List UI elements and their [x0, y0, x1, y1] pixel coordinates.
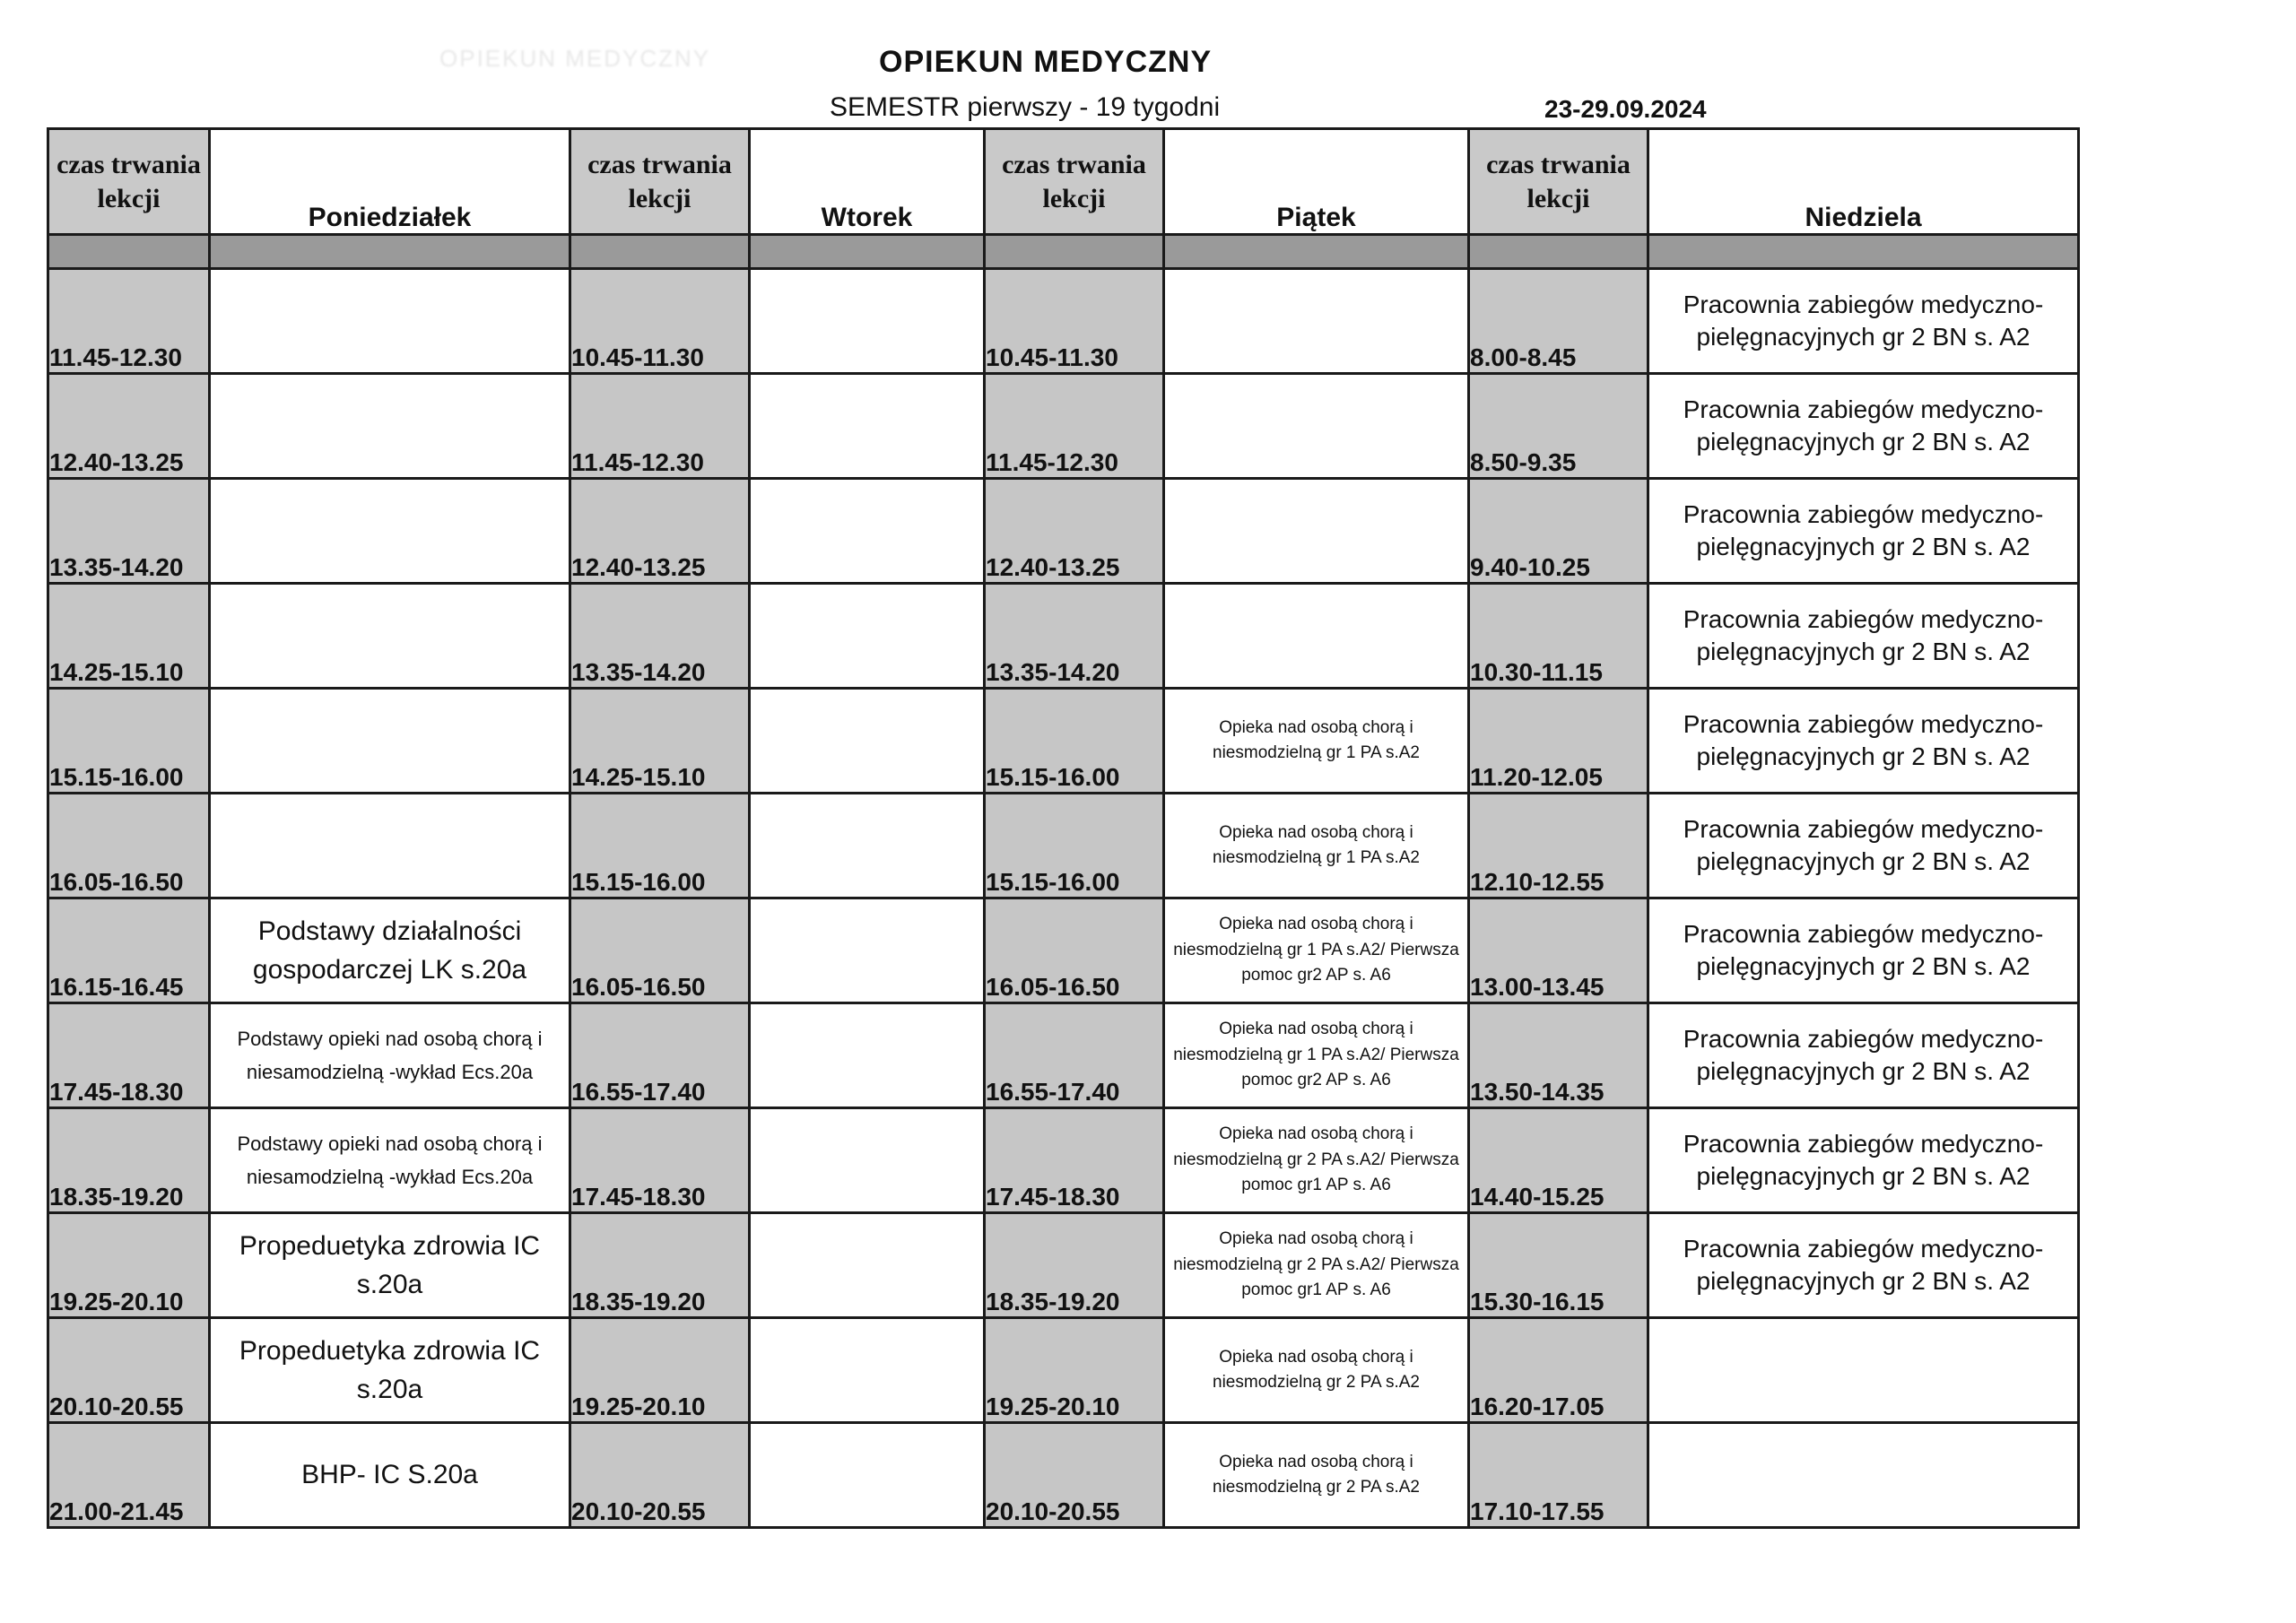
semester-subtitle: SEMESTR pierwszy - 19 tygodni [830, 92, 1221, 122]
sunday-time-cell: 16.20-17.05 [1469, 1318, 1648, 1423]
table-row [48, 1003, 2079, 1108]
separator-cell [1469, 235, 1648, 269]
sunday-time-cell: 9.40-10.25 [1469, 479, 1648, 584]
sunday-time-cell: 11.20-12.05 [1469, 689, 1648, 794]
monday-class-cell: BHP- IC S.20a [210, 1423, 570, 1528]
tuesday-class-cell [750, 1213, 985, 1318]
friday-class-cell: Opieka nad osobą chorą i niesmodzielną gr 2 PA s.A2 [1164, 1423, 1469, 1528]
sunday-class-cell: Pracownia zabiegów medyczno-pielęgnacyjnych gr 2 BN s. A2 [1648, 1003, 2079, 1108]
tuesday-time-cell: 14.25-15.10 [570, 689, 750, 794]
header-separator-row [48, 235, 2079, 269]
sunday-header: Niedziela [1648, 129, 2079, 235]
sunday-time-cell: 14.40-15.25 [1469, 1108, 1648, 1213]
header-row [48, 129, 2079, 235]
friday-time-cell: 10.45-11.30 [985, 269, 1164, 374]
tuesday-time-cell: 16.55-17.40 [570, 1003, 750, 1108]
table-row [48, 1108, 2079, 1213]
monday-time-cell: 16.05-16.50 [48, 794, 210, 898]
sunday-time-cell: 13.00-13.45 [1469, 898, 1648, 1003]
separator-cell [570, 235, 750, 269]
sunday-class-cell: Pracownia zabiegów medyczno-pielęgnacyjnych gr 2 BN s. A2 [1648, 269, 2079, 374]
tuesday-class-cell [750, 1108, 985, 1213]
friday-time-cell: 18.35-19.20 [985, 1213, 1164, 1318]
sunday-time-cell: 10.30-11.15 [1469, 584, 1648, 689]
table-row [48, 1213, 2079, 1318]
time-column-header: czas trwania lekcji [570, 129, 750, 235]
sunday-time-cell: 8.50-9.35 [1469, 374, 1648, 479]
monday-class-cell [210, 689, 570, 794]
monday-time-cell: 21.00-21.45 [48, 1423, 210, 1528]
separator-cell [48, 235, 210, 269]
tuesday-time-cell: 13.35-14.20 [570, 584, 750, 689]
separator-cell [1648, 235, 2079, 269]
tuesday-time-cell: 10.45-11.30 [570, 269, 750, 374]
sunday-class-cell: Pracownia zabiegów medyczno-pielęgnacyjnych gr 2 BN s. A2 [1648, 479, 2079, 584]
separator-cell [750, 235, 985, 269]
separator-cell [210, 235, 570, 269]
friday-class-cell [1164, 479, 1469, 584]
monday-time-cell: 11.45-12.30 [48, 269, 210, 374]
friday-time-cell: 15.15-16.00 [985, 794, 1164, 898]
monday-time-cell: 13.35-14.20 [48, 479, 210, 584]
monday-class-cell: Propeduetyka zdrowia IC s.20a [210, 1318, 570, 1423]
friday-class-cell: Opieka nad osobą chorą i niesmodzielną gr 2 PA s.A2 [1164, 1318, 1469, 1423]
tuesday-time-cell: 12.40-13.25 [570, 479, 750, 584]
monday-time-cell: 18.35-19.20 [48, 1108, 210, 1213]
monday-header: Poniedziałek [210, 129, 570, 235]
faded-scan-text: OPIEKUN MEDYCZNY [439, 45, 711, 72]
sunday-time-cell: 15.30-16.15 [1469, 1213, 1648, 1318]
tuesday-class-cell [750, 689, 985, 794]
sunday-class-cell: Pracownia zabiegów medyczno-pielęgnacyjnych gr 2 BN s. A2 [1648, 898, 2079, 1003]
monday-class-cell: Podstawy opieki nad osobą chorą i niesamodzielną -wykład Ecs.20a [210, 1108, 570, 1213]
friday-class-cell [1164, 269, 1469, 374]
friday-class-cell: Opieka nad osobą chorą i niesmodzielną gr 1 PA s.A2 [1164, 689, 1469, 794]
monday-time-cell: 20.10-20.55 [48, 1318, 210, 1423]
monday-class-cell: Podstawy opieki nad osobą chorą i niesamodzielną -wykład Ecs.20a [210, 1003, 570, 1108]
monday-time-cell: 19.25-20.10 [48, 1213, 210, 1318]
tuesday-time-cell: 11.45-12.30 [570, 374, 750, 479]
table-row [48, 479, 2079, 584]
sunday-class-cell: Pracownia zabiegów medyczno-pielęgnacyjnych gr 2 BN s. A2 [1648, 1213, 2079, 1318]
date-range: 23-29.09.2024 [1544, 95, 1707, 123]
table-row [48, 1423, 2079, 1528]
table-row [48, 374, 2079, 479]
monday-class-cell [210, 584, 570, 689]
friday-header: Piątek [1164, 129, 1469, 235]
monday-class-cell [210, 269, 570, 374]
friday-class-cell: Opieka nad osobą chorą i niesmodzielną gr 2 PA s.A2/ Pierwsza pomoc gr1 AP s. A6 [1164, 1108, 1469, 1213]
monday-time-cell: 17.45-18.30 [48, 1003, 210, 1108]
separator-cell [985, 235, 1164, 269]
friday-time-cell: 20.10-20.55 [985, 1423, 1164, 1528]
sunday-class-cell: Pracownia zabiegów medyczno-pielęgnacyjnych gr 2 BN s. A2 [1648, 374, 2079, 479]
friday-class-cell: Opieka nad osobą chorą i niesmodzielną gr 2 PA s.A2/ Pierwsza pomoc gr1 AP s. A6 [1164, 1213, 1469, 1318]
tuesday-class-cell [750, 794, 985, 898]
sunday-time-cell: 8.00-8.45 [1469, 269, 1648, 374]
friday-time-cell: 12.40-13.25 [985, 479, 1164, 584]
tuesday-class-cell [750, 584, 985, 689]
tuesday-time-cell: 16.05-16.50 [570, 898, 750, 1003]
tuesday-class-cell [750, 1423, 985, 1528]
friday-time-cell: 16.55-17.40 [985, 1003, 1164, 1108]
time-column-header: czas trwania lekcji [1469, 129, 1648, 235]
document-title: OPIEKUN MEDYCZNY [879, 45, 1213, 79]
friday-class-cell: Opieka nad osobą chorą i niesmodzielną gr 1 PA s.A2/ Pierwsza pomoc gr2 AP s. A6 [1164, 1003, 1469, 1108]
sunday-class-cell: Pracownia zabiegów medyczno-pielęgnacyjnych gr 2 BN s. A2 [1648, 689, 2079, 794]
table-row [48, 269, 2079, 374]
friday-class-cell: Opieka nad osobą chorą i niesmodzielną gr 1 PA s.A2/ Pierwsza pomoc gr2 AP s. A6 [1164, 898, 1469, 1003]
schedule-body [48, 269, 2079, 1528]
friday-class-cell [1164, 374, 1469, 479]
monday-time-cell: 15.15-16.00 [48, 689, 210, 794]
tuesday-time-cell: 18.35-19.20 [570, 1213, 750, 1318]
monday-class-cell [210, 374, 570, 479]
tuesday-time-cell: 15.15-16.00 [570, 794, 750, 898]
sunday-time-cell: 13.50-14.35 [1469, 1003, 1648, 1108]
tuesday-time-cell: 19.25-20.10 [570, 1318, 750, 1423]
sunday-class-cell: Pracownia zabiegów medyczno-pielęgnacyjnych gr 2 BN s. A2 [1648, 794, 2079, 898]
tuesday-class-cell [750, 374, 985, 479]
time-column-header: czas trwania lekcji [48, 129, 210, 235]
friday-class-cell [1164, 584, 1469, 689]
table-row [48, 794, 2079, 898]
sunday-time-cell: 12.10-12.55 [1469, 794, 1648, 898]
tuesday-class-cell [750, 898, 985, 1003]
monday-class-cell: Podstawy działalności gospodarczej LK s.20a [210, 898, 570, 1003]
table-row [48, 1318, 2079, 1423]
monday-time-cell: 12.40-13.25 [48, 374, 210, 479]
monday-time-cell: 14.25-15.10 [48, 584, 210, 689]
sunday-time-cell: 17.10-17.55 [1469, 1423, 1648, 1528]
tuesday-class-cell [750, 269, 985, 374]
tuesday-time-cell: 20.10-20.55 [570, 1423, 750, 1528]
friday-time-cell: 15.15-16.00 [985, 689, 1164, 794]
tuesday-class-cell [750, 1003, 985, 1108]
monday-class-cell [210, 479, 570, 584]
time-column-header: czas trwania lekcji [985, 129, 1164, 235]
separator-cell [1164, 235, 1469, 269]
tuesday-header: Wtorek [750, 129, 985, 235]
tuesday-time-cell: 17.45-18.30 [570, 1108, 750, 1213]
schedule-table [47, 127, 2080, 1529]
friday-time-cell: 16.05-16.50 [985, 898, 1164, 1003]
sunday-class-cell [1648, 1318, 2079, 1423]
table-row [48, 584, 2079, 689]
friday-time-cell: 11.45-12.30 [985, 374, 1164, 479]
sunday-class-cell: Pracownia zabiegów medyczno-pielęgnacyjnych gr 2 BN s. A2 [1648, 1108, 2079, 1213]
friday-time-cell: 19.25-20.10 [985, 1318, 1164, 1423]
table-row [48, 689, 2079, 794]
sunday-class-cell: Pracownia zabiegów medyczno-pielęgnacyjnych gr 2 BN s. A2 [1648, 584, 2079, 689]
table-row [48, 898, 2079, 1003]
sunday-class-cell [1648, 1423, 2079, 1528]
friday-time-cell: 13.35-14.20 [985, 584, 1164, 689]
friday-class-cell: Opieka nad osobą chorą i niesmodzielną gr 1 PA s.A2 [1164, 794, 1469, 898]
friday-time-cell: 17.45-18.30 [985, 1108, 1164, 1213]
monday-class-cell [210, 794, 570, 898]
tuesday-class-cell [750, 1318, 985, 1423]
tuesday-class-cell [750, 479, 985, 584]
monday-class-cell: Propeduetyka zdrowia IC s.20a [210, 1213, 570, 1318]
monday-time-cell: 16.15-16.45 [48, 898, 210, 1003]
